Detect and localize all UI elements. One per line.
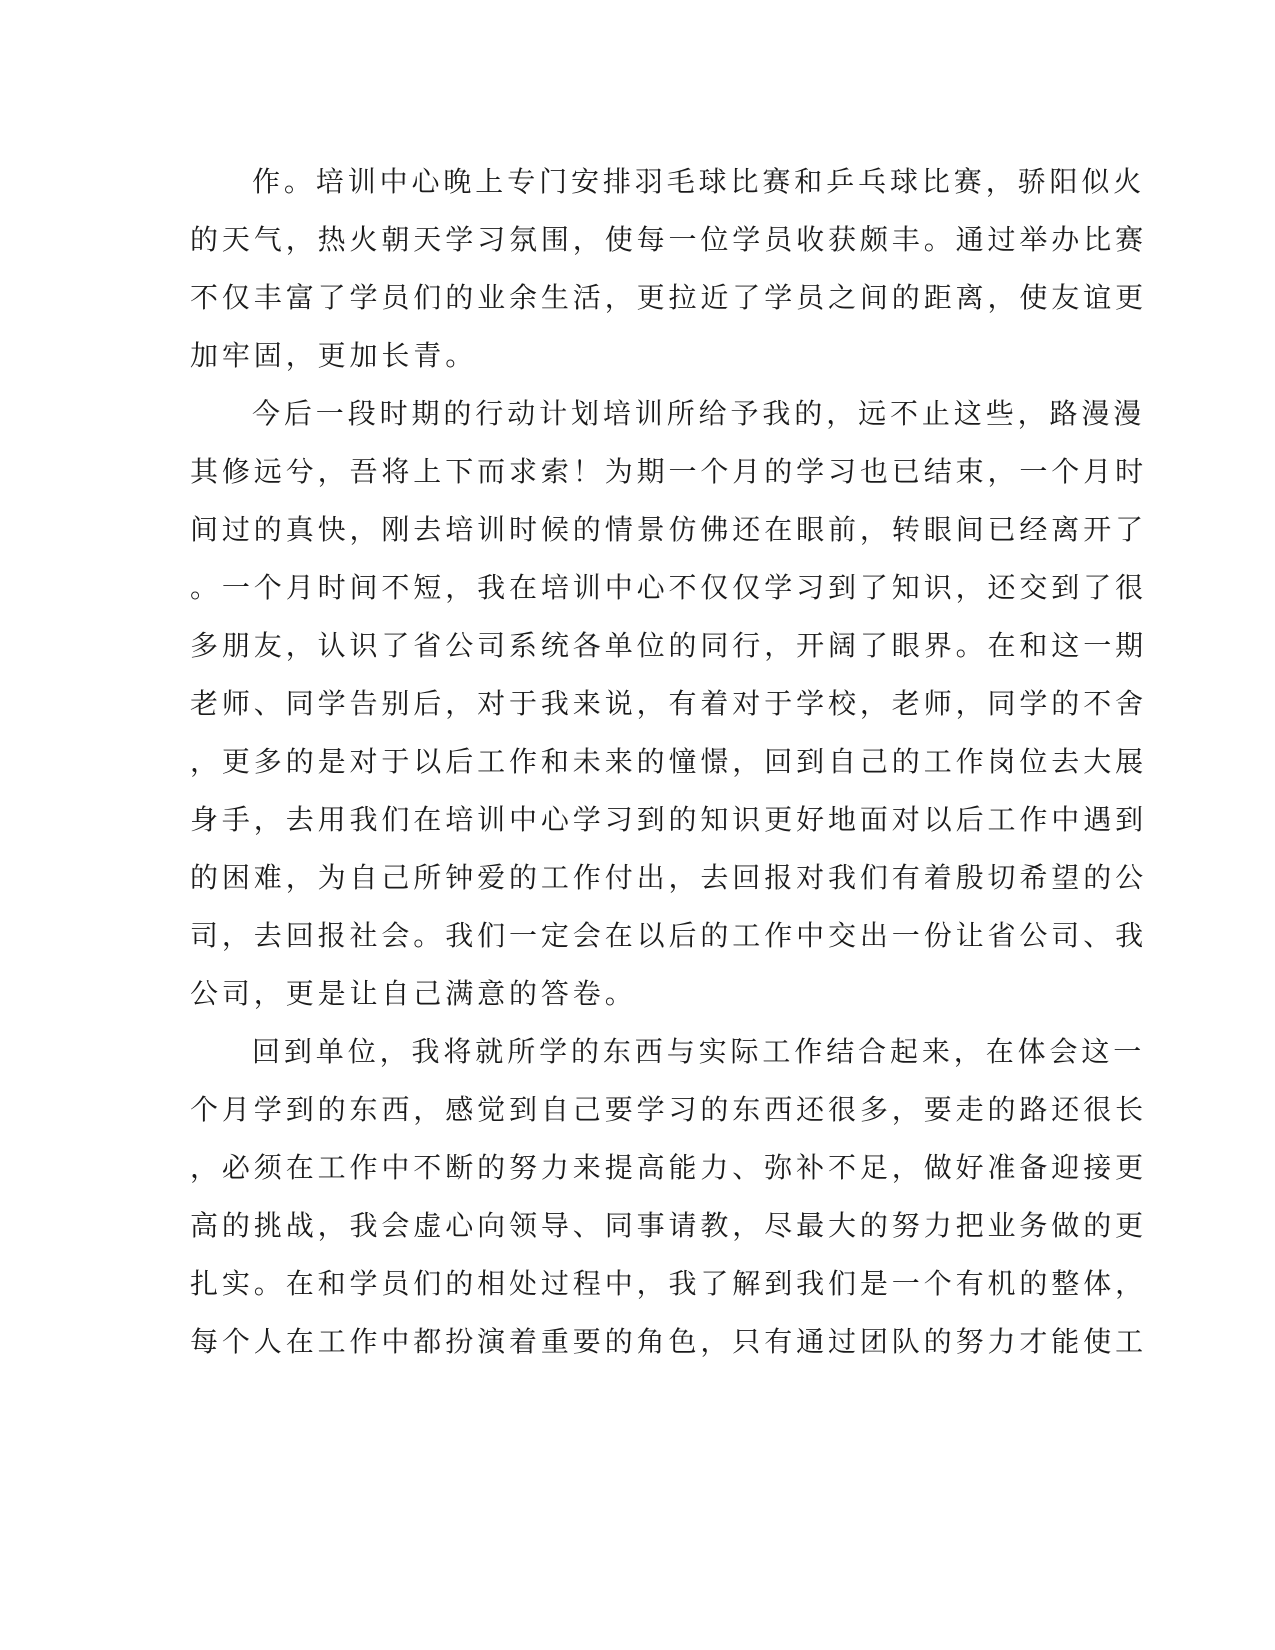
text-line: 其修远兮，吾将上下而求索！为期一个月的学习也已结束，一个月时 [190,455,1148,488]
text-line: 多朋友，认识了省公司系统各单位的同行，开阔了眼界。在和这一期 [190,629,1148,662]
text-line: 的天气，热火朝天学习氛围，使每一位学员收获颇丰。通过举办比赛 [190,223,1148,256]
text-line: 的困难，为自己所钟爱的工作付出，去回报对我们有着殷切希望的公 [190,861,1148,894]
text-line: ，必须在工作中不断的努力来提高能力、弥补不足，做好准备迎接更 [190,1151,1148,1184]
text-line: 加牢固，更加长青。 [190,339,478,372]
text-line: ，更多的是对于以后工作和未来的憧憬，回到自己的工作岗位去大展 [190,745,1148,778]
text-line: 间过的真快，刚去培训时候的情景仿佛还在眼前，转眼间已经离开了 [190,513,1148,546]
text-line: 老师、同学告别后，对于我来说，有着对于学校，老师，同学的不舍 [190,687,1148,720]
text-line: 回到单位，我将就所学的东西与实际工作结合起来，在体会这一 [252,1035,1146,1068]
text-line: 不仅丰富了学员们的业余生活，更拉近了学员之间的距离，使友谊更 [190,281,1148,314]
text-line: 扎实。在和学员们的相处过程中，我了解到我们是一个有机的整体， [190,1267,1148,1300]
text-line: 。一个月时间不短，我在培训中心不仅仅学习到了知识，还交到了很 [190,571,1148,604]
text-line: 作。培训中心晚上专门安排羽毛球比赛和乒乓球比赛，骄阳似火 [252,165,1146,198]
text-line: 每个人在工作中都扮演着重要的角色，只有通过团队的努力才能使工 [190,1325,1148,1358]
text-line: 个月学到的东西，感觉到自己要学习的东西还很多，要走的路还很长 [190,1093,1148,1126]
text-line: 身手，去用我们在培训中心学习到的知识更好地面对以后工作中遇到 [190,803,1148,836]
text-line: 高的挑战，我会虚心向领导、同事请教，尽最大的努力把业务做的更 [190,1209,1148,1242]
text-line: 今后一段时期的行动计划培训所给予我的，远不止这些，路漫漫 [252,397,1146,430]
text-line: 公司，更是让自己满意的答卷。 [190,977,637,1010]
text-line: 司，去回报社会。我们一定会在以后的工作中交出一份让省公司、我 [190,919,1148,952]
